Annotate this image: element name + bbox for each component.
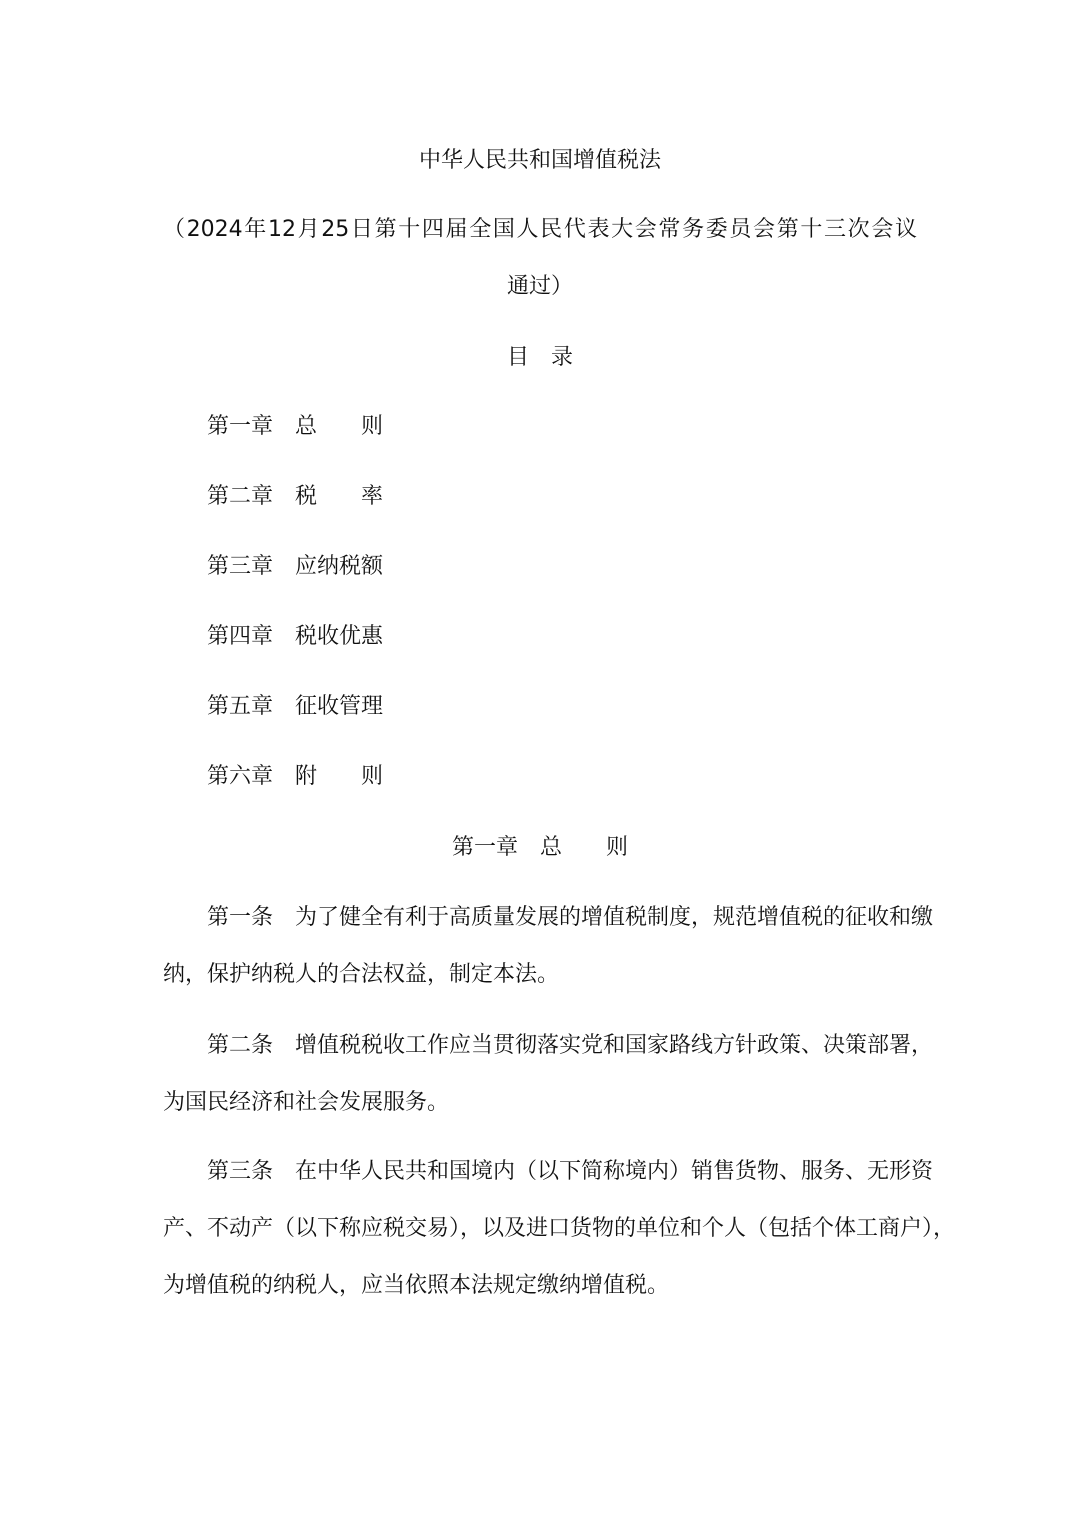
toc-item-name: 总 则 <box>295 414 384 439</box>
document-title: 中华人民共和国增值税法 <box>418 148 661 173</box>
article-1-line-2: 纳，保护纳税人的合法权益，制定本法。 <box>163 962 560 987</box>
article-text: 在中华人民共和国境内（以下简称境内）销售货物、服务、无形资 <box>295 1159 934 1184</box>
article-3-line-1 <box>207 1157 934 1187</box>
toc-item-name: 附 则 <box>295 764 384 789</box>
toc-item-label: 第五章 <box>207 694 274 719</box>
toc-item[interactable] <box>207 552 383 582</box>
article-2-line-2: 为国民经济和社会发展服务。 <box>163 1090 450 1115</box>
toc-item-name: 税 率 <box>295 484 384 509</box>
article-text: 增值税税收工作应当贯彻落实党和国家路线方针政策、决策部署， <box>295 1033 934 1058</box>
toc-item[interactable] <box>207 762 383 792</box>
toc-item-name: 应纳税额 <box>295 554 384 579</box>
toc-item-name: 征收管理 <box>295 694 384 719</box>
article-2-line-1 <box>207 1031 934 1061</box>
toc-item-label: 第二章 <box>207 484 274 509</box>
toc-item-label: 第四章 <box>207 624 274 649</box>
article-3-line-3: 为增值税的纳税人，应当依照本法规定缴纳增值税。 <box>163 1273 670 1298</box>
chapter-heading: 第一章 总 则 <box>451 835 628 860</box>
toc-item-label: 第六章 <box>207 764 274 789</box>
adoption-note-line-1: （2024年12月25日第十四届全国人民代表大会常务委员会第十三次会议 <box>163 217 917 242</box>
article-label: 第一条 <box>207 905 274 930</box>
article-label: 第二条 <box>207 1033 274 1058</box>
article-1-line-1 <box>207 903 934 933</box>
article-label: 第三条 <box>207 1159 274 1184</box>
toc-item[interactable] <box>207 622 383 652</box>
toc-item[interactable] <box>207 692 383 722</box>
toc-heading: 目 录 <box>506 345 573 370</box>
toc-item-name: 税收优惠 <box>295 624 384 649</box>
article-text: 为了健全有利于高质量发展的增值税制度，规范增值税的征收和缴 <box>295 905 934 930</box>
toc-item-label: 第三章 <box>207 554 274 579</box>
toc-item[interactable] <box>207 412 383 442</box>
toc-item[interactable] <box>207 482 383 512</box>
adoption-note-line-2: 通过） <box>506 274 573 299</box>
article-3-line-2: 产、不动产（以下称应税交易），以及进口货物的单位和个人（包括个体工商户）， <box>163 1216 956 1241</box>
toc-item-label: 第一章 <box>207 414 274 439</box>
